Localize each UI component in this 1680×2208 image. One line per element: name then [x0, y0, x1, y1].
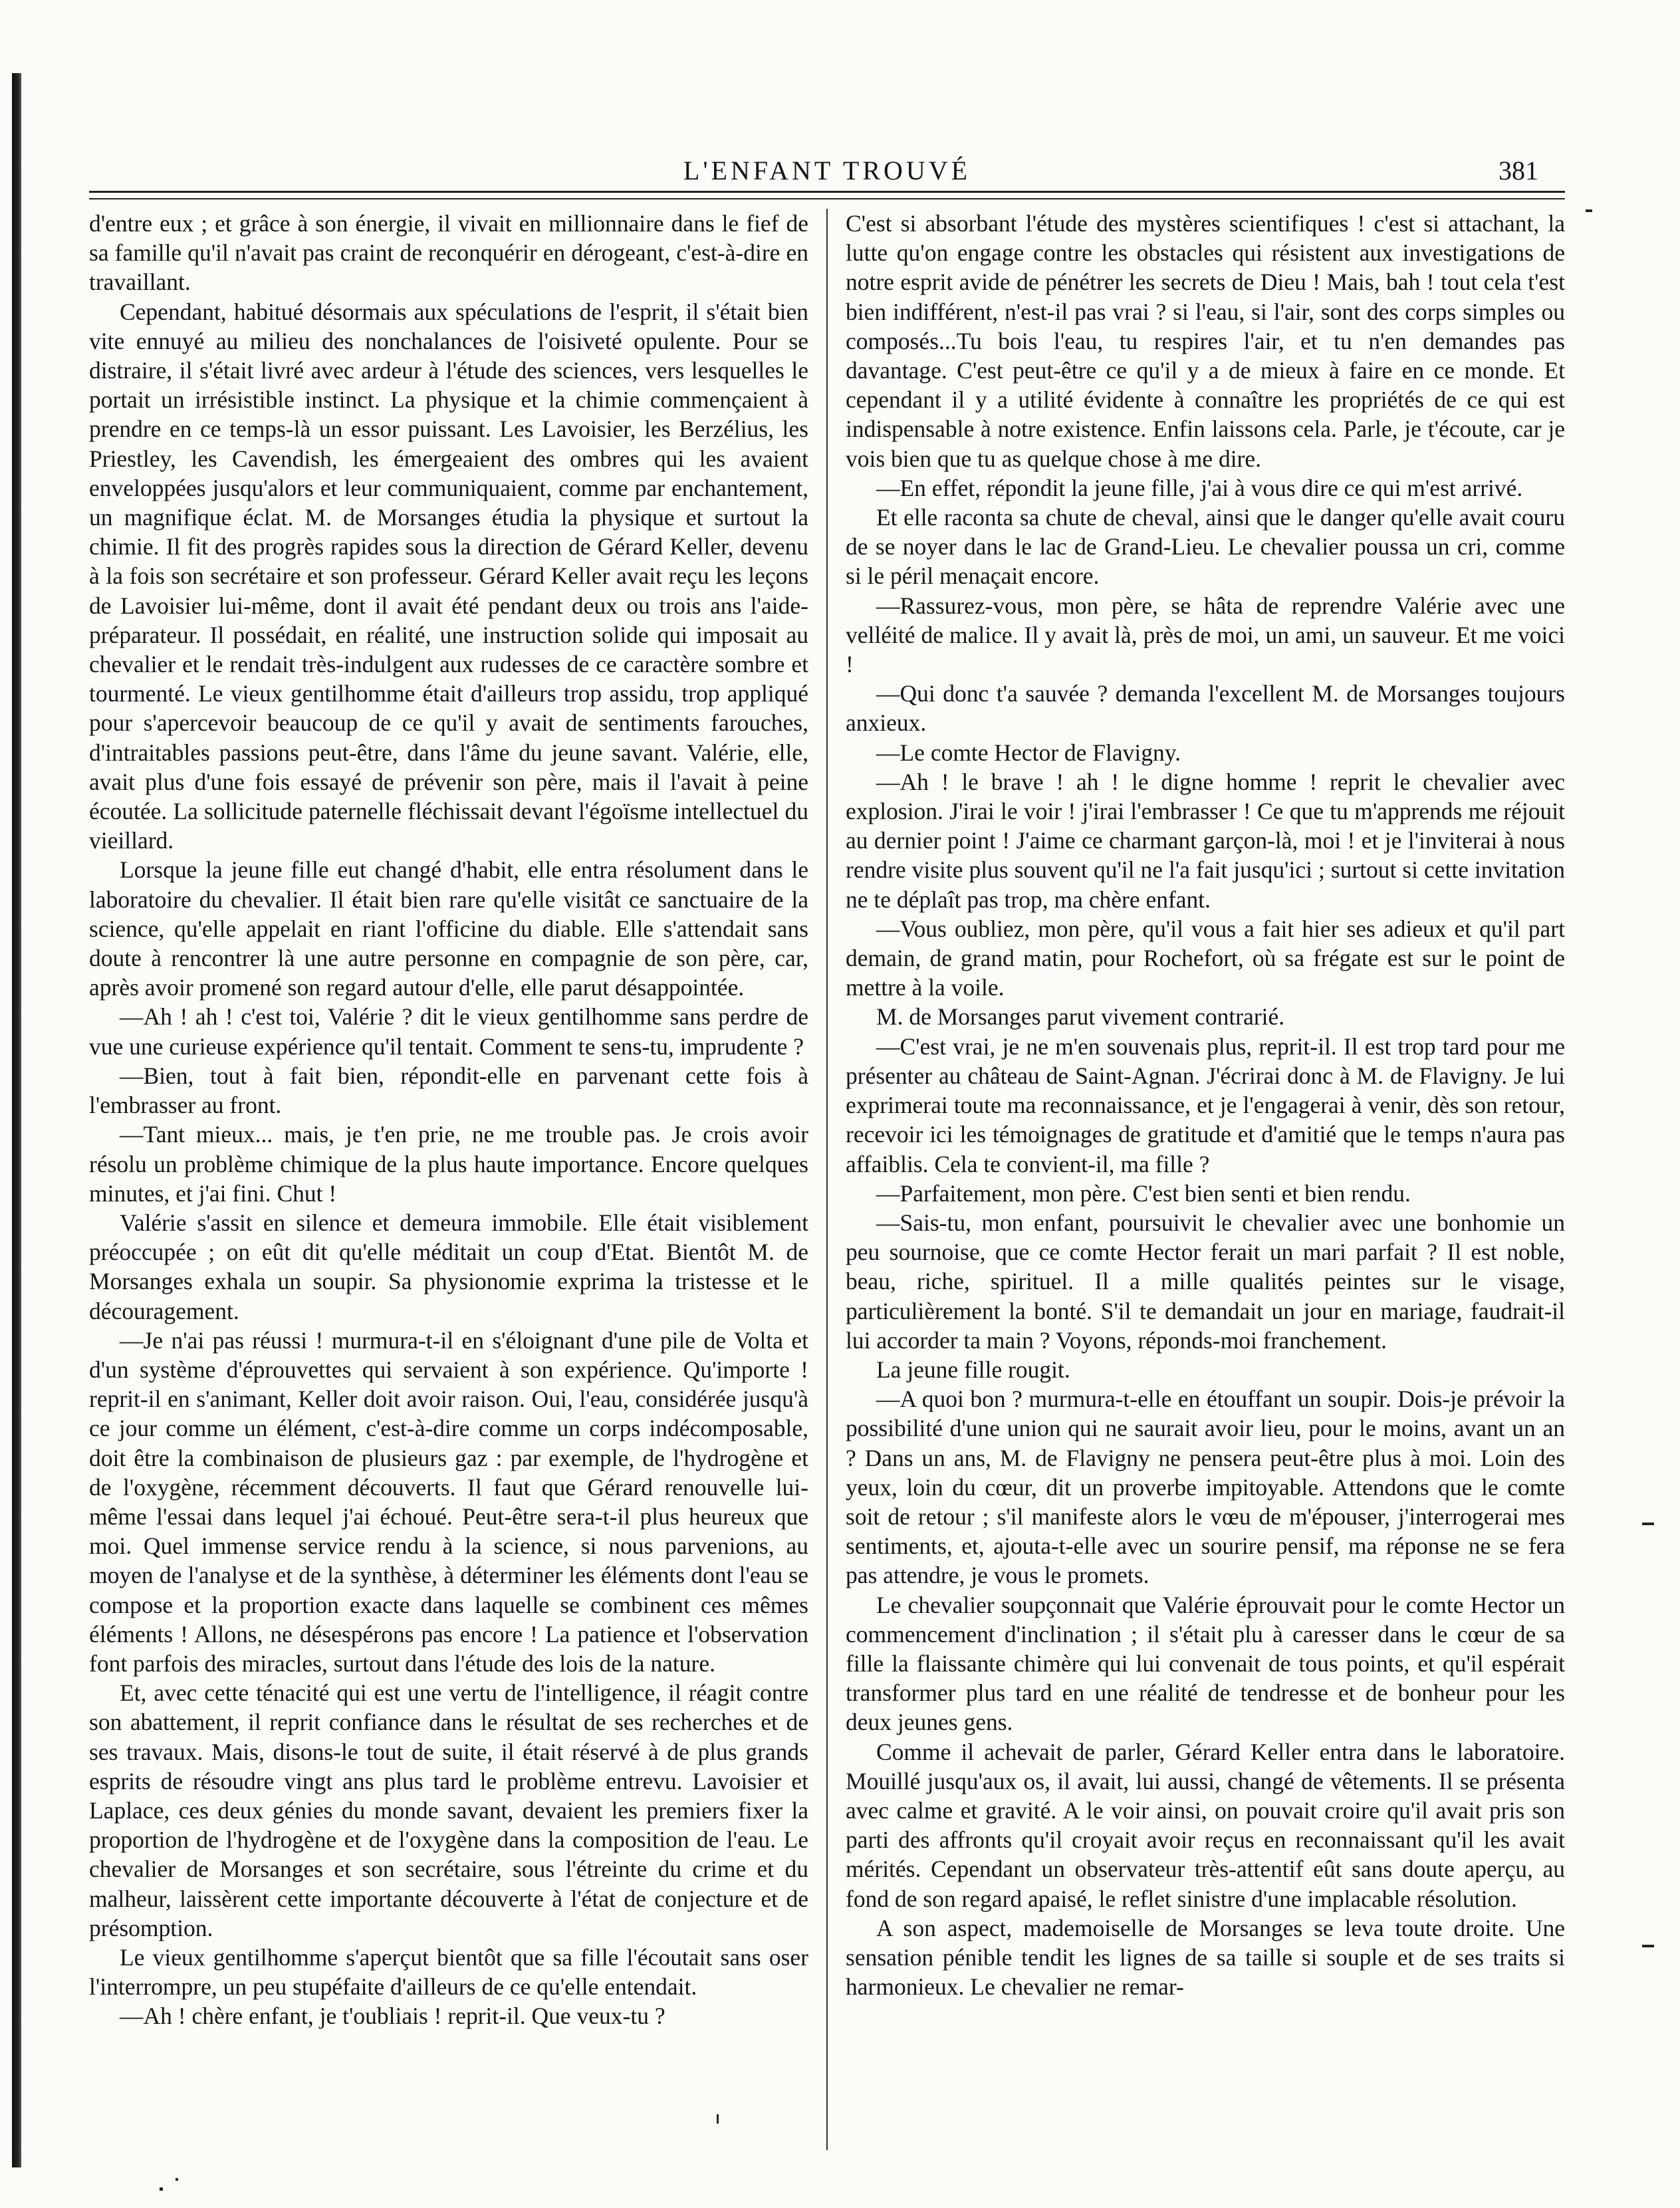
page: [89, 150, 1565, 2171]
paragraph: —Tant mieux... mais, je t'en prie, ne me trouble pas. Je crois avoir résolu un problème chimique de la plus haute importance. Encore quelques minutes, et j'ai fini. Chut !: [89, 1121, 808, 1207]
paragraph: A son aspect, mademoiselle de Morsanges se leva toute droite. Une sensation pénible tendit les lignes de sa taille si souple et de ses traits si harmonieux. Le chevalier ne remar-: [846, 1914, 1565, 2001]
paragraph: —Bien, tout à fait bien, répondit-elle en parvenant cette fois à l'embrasser au front.: [89, 1062, 808, 1119]
paragraph: Lorsque la jeune fille eut changé d'habit, elle entra résolument dans le laboratoire du chevalier. Il était bien rare qu'elle visitât ce sanctuaire de la science, qu'elle appelait en riant l'officine du diable. Elle s'attendait sans doute à rencontrer là une autre personne en compagnie de son père, car, après avoir promené son regard autour d'elle, elle parut désappointée.: [89, 856, 808, 1001]
paragraph: —Ah ! ah ! c'est toi, Valérie ? dit le vieux gentilhomme sans perdre de vue une curieuse expérience qu'il tentait. Comment te sens-tu, imprudente ?: [89, 1003, 808, 1060]
paragraph: —Vous oubliez, mon père, qu'il vous a fait hier ses adieux et qu'il part demain, de grand matin, pour Rochefort, où sa frégate est sur le point de mettre à la voile.: [846, 915, 1565, 1001]
paragraph: d'entre eux ; et grâce à son énergie, il vivait en millionnaire dans le fief de sa famille qu'il n'avait pas craint de reconquérir en dérogeant, c'est-à-dire en travaillant.: [89, 210, 808, 296]
paragraph: —Ah ! le brave ! ah ! le digne homme ! reprit le chevalier avec explosion. J'irai le voir ! j'irai l'embrasser ! Ce que tu m'apprends me réjouit au dernier point ! J'aime ce charmant garçon-là, moi ! et je l'inviterai à nous rendre visite plus souvent qu'il ne l'a fait jusqu'ici ; surtout si cette invitation ne te déplaît pas trop, ma chère enfant.: [846, 768, 1565, 913]
column-rule: [808, 209, 846, 2150]
paragraph: Comme il achevait de parler, Gérard Keller entra dans le laboratoire. Mouillé jusqu'aux os, il avait, lui aussi, changé de vêtements. Il se présenta avec calme et gravité. A le voir ainsi, on pouvait croire qu'il avait pris son parti des affronts qu'il croyait avoir reçus en reconnaissant qu'il les avait mérités. Cependant un observateur très-attentif eût sans doute aperçu, au fond de son regard apaisé, le reflet sinistre d'une implacable résolution.: [846, 1738, 1565, 1912]
paragraph: —Je n'ai pas réussi ! murmura-t-il en s'éloignant d'une pile de Volta et d'un système d'éprouvettes qui servaient à son expérience. Qu'importe ! reprit-il en s'animant, Keller doit avoir raison. Oui, l'eau, considérée jusqu'à ce jour comme un élément, c'est-à-dire comme un corps indécomposable, doit être la combinaison de plusieurs gaz : par exemple, de l'hydrogène et de l'oxygène, récemment découverts. Il faut que Gérard renouvelle lui-même l'essai dans lequel j'ai échoué. Peut-être sera-t-il plus heureux que moi. Quel immense service rendu à la science, si nous parvenions, au moyen de l'analyse et de la synthèse, à déterminer les éléments dont l'eau se compose et la proportion exacte dans laquelle se combinent ces mêmes éléments ! Allons, ne désespérons pas encore ! La patience et l'observation font parfois des miracles, surtout dans l'étude des lois de la nature.: [89, 1326, 808, 1677]
paragraph: C'est si absorbant l'étude des mystères scientifiques ! c'est si attachant, la lutte qu'on engage contre les obstacles qui résistent aux investigations de notre esprit avide de pénétrer les secrets de Dieu ! Mais, bah ! tout cela t'est bien indifférent, n'est-il pas vrai ? si l'eau, si l'air, sont des corps simples ou composés...Tu bois l'eau, tu respires l'air, et tu n'en demandes pas davantage. C'est peut-être ce qu'il y a de mieux à faire en ce monde. Et cependant il y a utilité évidente à connaître les propriétés de ce qui est indispensable à notre existence. Enfin laissons cela. Parle, je t'écoute, car je vois bien que tu as quelque chose à me dire.: [846, 210, 1565, 472]
paragraph: —Qui donc t'a sauvée ? demanda l'excellent M. de Morsanges toujours anxieux.: [846, 680, 1565, 737]
paragraph: —C'est vrai, je ne m'en souvenais plus, reprit-il. Il est trop tard pour me présenter au château de Saint-Agnan. J'écrirai donc à M. de Flavigny. Je lui exprimerai toute ma reconnaissance, et je l'engagerai à venir, dès son retour, recevoir ici les témoignages de gratitude et d'amitié que le temps n'aura pas affaiblis. Cela te convient-il, ma fille ?: [846, 1033, 1565, 1177]
paragraph: —En effet, répondit la jeune fille, j'ai à vous dire ce qui m'est arrivé.: [876, 474, 1523, 501]
paragraph: Le vieux gentilhomme s'aperçut bientôt que sa fille l'écoutait sans oser l'interrompre, un peu stupéfaite d'ailleurs de ce qu'elle entendait.: [89, 1943, 808, 2001]
paragraph: Cependant, habitué désormais aux spéculations de l'esprit, il s'était bien vite ennuyé au milieu des nonchalances de l'oisiveté opulente. Pour se distraire, il s'était livré avec ardeur à l'étude des sciences, vers lesquelles le portait un irrésistible instinct. La physique et la chimie commençaient à prendre en ce temps-là un essor puissant. Les Lavoisier, les Berzélius, les Priestley, les Cavendish, les émergeaient des ombres qui les avaient enveloppées jusqu'alors et leur communiquaient, comme par enchantement, un magnifique éclat. M. de Morsanges étudia la physique et surtout la chimie. Il fit des progrès rapides sous la direction de Gérard Keller, devenu à la fois son secrétaire et son professeur. Gérard Keller avait reçu les leçons de Lavoisier lui-même, dont il avait été pendant deux ou trois ans l'aide-préparateur. Il possédait, en réalité, une instruction solide qui imposait au chevalier et le rendait très-indulgent aux rudesses de ce caractère sombre et tourmenté. Le vieux gentilhomme était d'ailleurs trop assidu, trop appliqué pour s'apercevoir beaucoup de ce qu'il y avait de sentiments farouches, d'intraitables passions peut-être, dans l'âme du jeune savant. Valérie, elle, avait plus d'une fois essayé de prévenir son père, mais il l'avait à peine écoutée. La sollicitude paternelle fléchissait devant l'égoïsme intellectuel du vieillard.: [89, 298, 808, 854]
paragraph: —Parfaitement, mon père. C'est bien senti et bien rendu.: [876, 1179, 1411, 1207]
paragraph: La jeune fille rougit.: [876, 1356, 1070, 1383]
paragraph: —Rassurez-vous, mon père, se hâta de reprendre Valérie avec une velléité de malice. Il y avait là, près de moi, un ami, un sauveur. Et me voici !: [846, 592, 1565, 678]
page-number: 381: [1499, 156, 1538, 185]
paragraph: —A quoi bon ? murmura-t-elle en étouffant un soupir. Dois-je prévoir la possibilité d'une union qui ne saurait avoir lieu, pour le moins, avant un an ? Dans un ans, M. de Flavigny ne pensera peut-être plus à moi. Loin des yeux, loin du cœur, dit un proverbe impitoyable. Attendons que le comte soit de retour ; s'il manifeste alors le vœu de m'épouser, j'interrogerai mes sentiments, et, ajouta-t-elle avec un sourire pensif, ma réponse ne se fera pas attendre, je vous le promets.: [846, 1386, 1565, 1589]
binding-edge: [12, 73, 21, 2167]
paragraph: —Sais-tu, mon enfant, poursuivit le chevalier avec une bonhomie un peu sournoise, que ce comte Hector ferait un mari parfait ? Il est noble, beau, riche, spirituel. Il a mille qualités peintes sur le visage, particulièrement la bonté. S'il te demandait un jour en mariage, faudrait-il lui accorder ta main ? Voyons, réponds-moi franchement.: [846, 1209, 1565, 1354]
paragraph: Le chevalier soupçonnait que Valérie éprouvait pour le comte Hector un commencement d'inclination ; il s'était plu à caresser dans le cœur de sa fille la flaissante chimère qui lui convenait de tous points, et qu'il espérait transformer plus tard en une réalité de tendresse et de bonheur pour les deux jeunes gens.: [846, 1591, 1565, 1736]
paragraph: —Le comte Hector de Flavigny.: [876, 739, 1181, 766]
right-column: [846, 209, 1565, 2150]
running-head: [89, 150, 1565, 193]
paragraph: Et elle raconta sa chute de cheval, ainsi que le danger qu'elle avait couru de se noyer dans le lac de Grand-Lieu. Le chevalier poussa un cri, comme si le péril menaçait encore.: [846, 504, 1565, 590]
paragraph: —Ah ! chère enfant, je t'oubliais ! reprit-il. Que veux-tu ?: [120, 2003, 665, 2030]
paragraph: Et, avec cette ténacité qui est une vertu de l'intelligence, il réagit contre son abattement, il reprit confiance dans le résultat de ses recherches et de ses travaux. Mais, disons-le tout de suite, il était réservé à de plus grands esprits de résoudre vingt ans plus tard le problème entrevu. Lavoisier et Laplace, ces deux génies du monde savant, devaient les premiers fixer la proportion de l'hydrogène et de l'oxygène dans la composition de l'eau. Le chevalier de Morsanges et son secrétaire, sous l'étreinte du crime et du malheur, laissèrent cette importante découverte à l'état de conjecture et de présomption.: [89, 1679, 808, 1941]
left-column: [89, 209, 808, 2150]
paragraph: M. de Morsanges parut vivement contrarié.: [876, 1003, 1285, 1031]
paragraph: Valérie s'assit en silence et demeura immobile. Elle était visiblement préoccupée ; on eût dit qu'elle méditait un coup d'Etat. Bientôt M. de Morsanges exhala un soupir. Sa physionomie exprima la tristesse et le découragement.: [89, 1209, 808, 1324]
header-rule: [89, 195, 1565, 199]
running-title: L'ENFANT TROUVÉ: [683, 156, 971, 185]
text-columns: [89, 209, 1565, 2150]
